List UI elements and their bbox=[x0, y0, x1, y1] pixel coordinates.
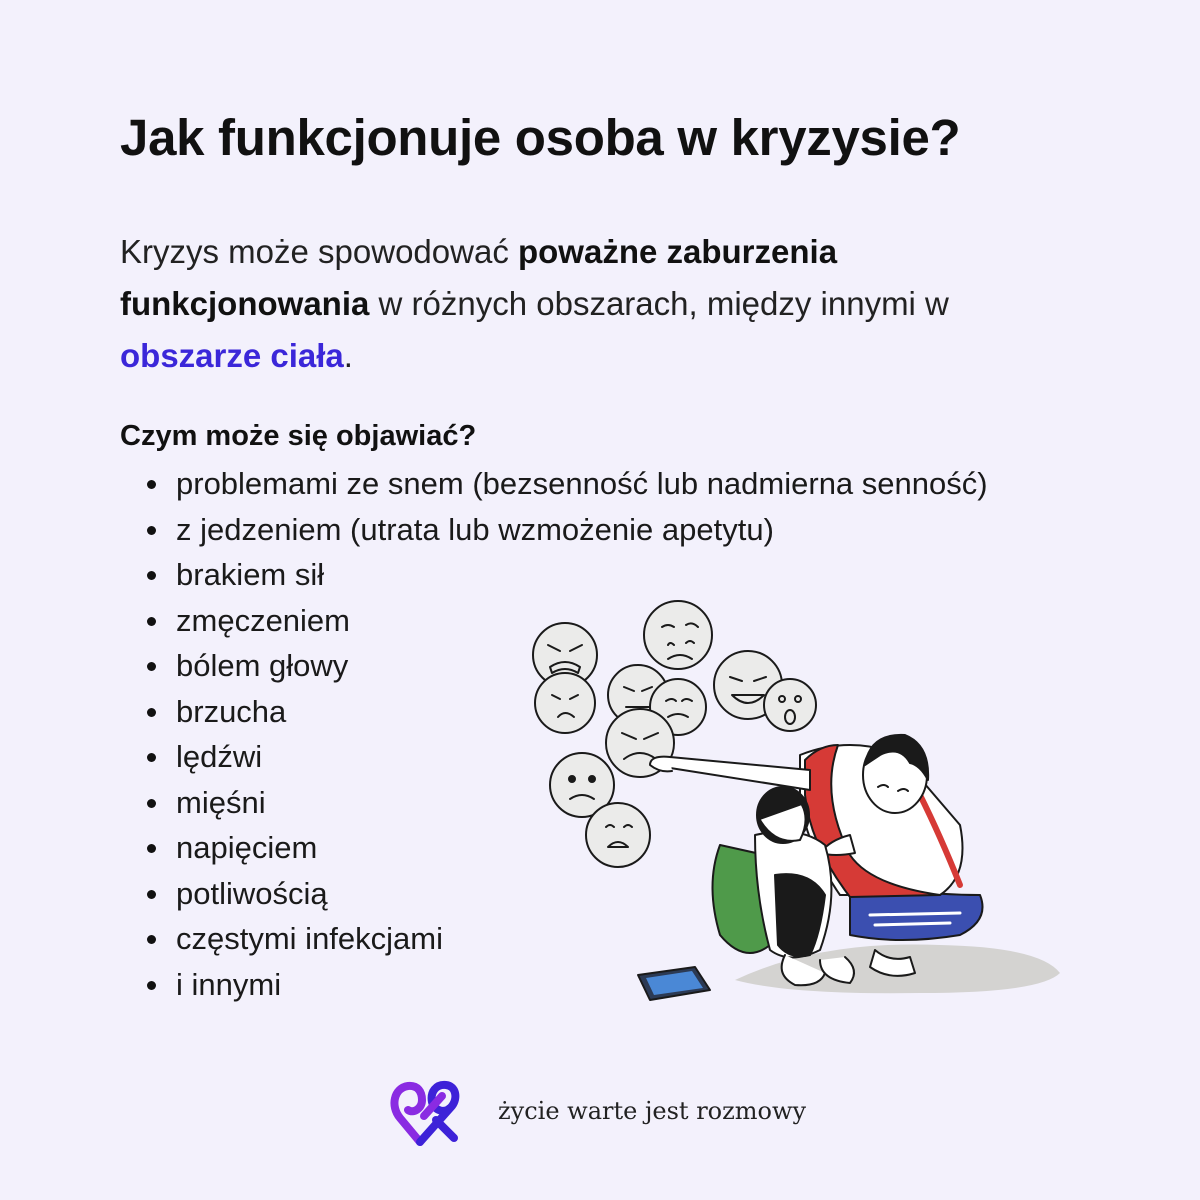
intro-bold: poważne zaburzenia funkcjonowania bbox=[120, 233, 838, 322]
bullet-icon bbox=[147, 571, 156, 580]
bullet-icon bbox=[147, 844, 156, 853]
slogan: życie warte jest rozmowy bbox=[498, 1097, 807, 1125]
emotion-bubble-crying bbox=[535, 673, 595, 733]
emotion-bubble-distressed bbox=[586, 803, 650, 867]
bullet-icon bbox=[147, 890, 156, 899]
bullet-icon bbox=[147, 480, 156, 489]
bullet-icon bbox=[147, 981, 156, 990]
phone-icon bbox=[638, 967, 710, 1000]
list-item-text: z jedzeniem (utrata lub wzmożenie apetytu) bbox=[176, 511, 774, 547]
list-item-text: i innymi bbox=[176, 966, 282, 1002]
heart-ribbon-logo bbox=[384, 1076, 480, 1153]
bullet-icon bbox=[147, 753, 156, 762]
intro-text-1: Kryzys może spowodować bbox=[120, 233, 518, 270]
emotion-bubble-scared bbox=[764, 679, 816, 731]
list-item-text: problemami ze snem (bezsenność lub nadmierna senność) bbox=[176, 466, 988, 501]
list-item-text: częstymi infekcjami bbox=[176, 921, 443, 956]
bullet-icon bbox=[147, 708, 156, 717]
footer bbox=[384, 1072, 844, 1152]
list-item bbox=[120, 461, 988, 507]
list-heading: Czym może się objawiać? bbox=[120, 420, 477, 452]
intro-accent: obszarze ciała bbox=[120, 337, 344, 374]
list-item-text: brzucha bbox=[176, 693, 287, 729]
intro-text-2: w różnych obszarach, między innymi w bbox=[369, 285, 949, 322]
bullet-icon bbox=[147, 617, 156, 626]
bullet-icon bbox=[147, 935, 156, 944]
page-title: Jak funkcjonuje osoba w kryzysie? bbox=[120, 109, 961, 166]
intro-paragraph bbox=[120, 226, 1080, 382]
bullet-icon bbox=[147, 526, 156, 535]
list-item bbox=[120, 552, 988, 598]
list-item-text: napięciem bbox=[176, 830, 318, 865]
crisis-illustration bbox=[520, 595, 1080, 1015]
list-item-text: potliwością bbox=[176, 875, 328, 911]
list-item-text: zmęczeniem bbox=[176, 602, 350, 638]
list-item bbox=[120, 507, 988, 553]
list-item-text: bólem głowy bbox=[176, 648, 349, 683]
list-item-text: lędźwi bbox=[176, 739, 263, 774]
bullet-icon bbox=[147, 799, 156, 808]
emotion-bubble-sad bbox=[644, 601, 712, 669]
list-item-text: mięśni bbox=[176, 784, 266, 820]
list-item-text: brakiem sił bbox=[176, 557, 325, 592]
bullet-icon bbox=[147, 662, 156, 671]
intro-text-3: . bbox=[343, 337, 353, 374]
